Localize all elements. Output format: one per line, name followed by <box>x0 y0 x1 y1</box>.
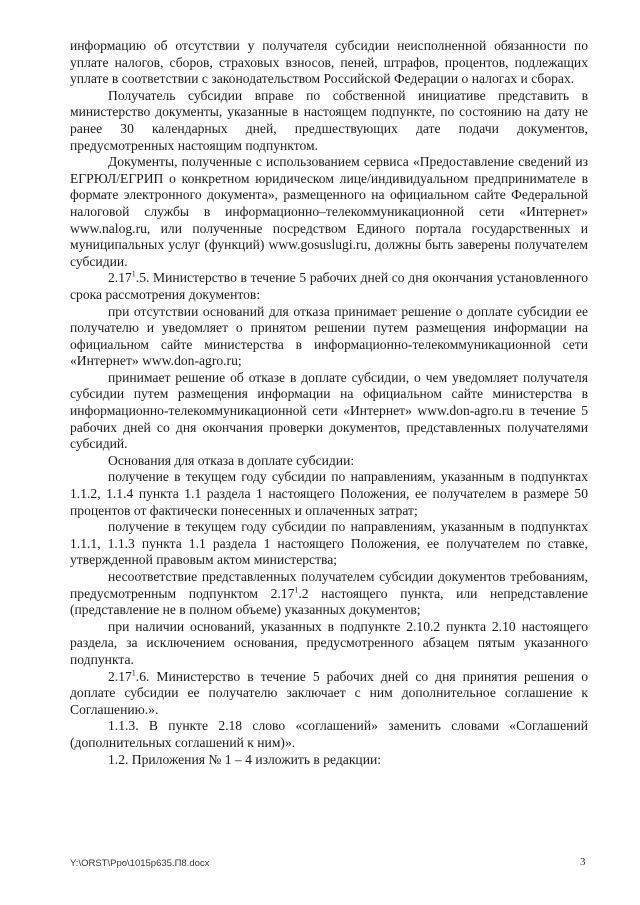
paragraph <box>70 669 588 719</box>
document-body <box>70 38 588 768</box>
superscript: 1 <box>131 269 136 279</box>
paragraph: 1.1.3. В пункте 2.18 слово «соглашений» заменить словами «Соглашений (дополнительных соглашений к ним)». <box>70 718 588 750</box>
clause-text: несоответствие представленных получателем субсидии документов требованиям, предусмотренным подпунктом 2.17 <box>70 569 588 601</box>
paragraph: информацию об отсутствии у получателя субсидии неисполненной обязанности по уплате налогов, сборов, страховых взносов, пеней, штрафов, процентов, подлежащих уплате в соответствии с законодательством Российской Федерации о налогах и сборах. <box>70 38 588 87</box>
page-number: 3 <box>580 856 586 868</box>
paragraph: при отсутствии оснований для отказа принимает решение о доплате субсидии ее получателю и уведомляет о принятом решении путем размещения информации на официальном сайте министерства в информационно-телекоммуникационной сети «Интернет» www.don-agro.ru; <box>70 303 588 369</box>
paragraph: при наличии оснований, указанных в подпункте 2.10.2 пункта 2.10 настоящего раздела, за исключением основания, предусмотренного абзацем пятым указанного подпункта. <box>70 618 588 667</box>
clause-text: .5. Министерство в течение 5 рабочих дней со дня окончания установленного срока рассмотрения документов: <box>70 270 588 302</box>
superscript: 1 <box>131 668 136 678</box>
paragraph: Получатель субсидии вправе по собственной инициативе представить в министерство документы, указанные в настоящем подпункте, по состоянию на дату не ранее 30 календарных дней, предшествующих дате подачи документов, предусмотренных настоящим подпунктом. <box>70 87 588 153</box>
clause-number: 2.17 <box>108 668 132 684</box>
paragraph: получение в текущем году субсидии по направлениям, указанным в подпунктах 1.1.2, 1.1.4 пункта 1.1 раздела 1 настоящего Положения, ее получателем в размере 50 процентов от фактически понесенных и оплаченных затрат; <box>70 469 588 518</box>
paragraph: Документы, полученные с использованием сервиса «Предоставление сведений из ЕГРЮЛ/ЕГРИП о конкретном юридическом лице/индивидуальном предпринимателе в формате электронного документа», размещенного на официальном сайте Федеральной налоговой службы в информационно–телекоммуникационной сети «Интернет» www.nalog.ru, или полученные посредством Единого портала государственных и муниципальных услуг (функций) www.gosuslugi.ru, должны быть заверены получателем субсидии. <box>70 154 588 269</box>
clause-number: 2.17 <box>108 270 132 286</box>
paragraph <box>70 270 588 303</box>
paragraph: 1.2. Приложения № 1 – 4 изложить в редакции: <box>108 751 382 767</box>
paragraph: получение в текущем году субсидии по направлениям, указанным в подпунктах 1.1.1, 1.1.3 пункта 1.1 раздела 1 настоящего Положения, ее получателем по ставке, утвержденной правовым актом министерства; <box>70 519 588 568</box>
footer-file-path: Y:\ORST\Ppo\1015p635.П8.docx <box>70 858 210 869</box>
superscript: 1 <box>294 585 299 595</box>
clause-text: .2 настоящего пункта, или непредставление (представление не в полном объеме) указанных документов; <box>70 585 588 618</box>
paragraph: принимает решение об отказе в доплате субсидии, о чем уведомляет получателя субсидии путем размещения информации на официальном сайте министерства в информационно-телекоммуникационной сети «Интернет» www.don-agro.ru в течение 5 рабочих дней со дня окончания проверки документов, представленных получателями субсидий. <box>70 369 588 452</box>
paragraph <box>70 569 588 619</box>
clause-text: .6. Министерство в течение 5 рабочих дней со дня принятия решения о доплате субсидии ее получателю заключает с ним дополнительное соглашение к Соглашению.». <box>70 668 588 717</box>
paragraph: Основания для отказа в доплате субсидии: <box>108 452 355 468</box>
